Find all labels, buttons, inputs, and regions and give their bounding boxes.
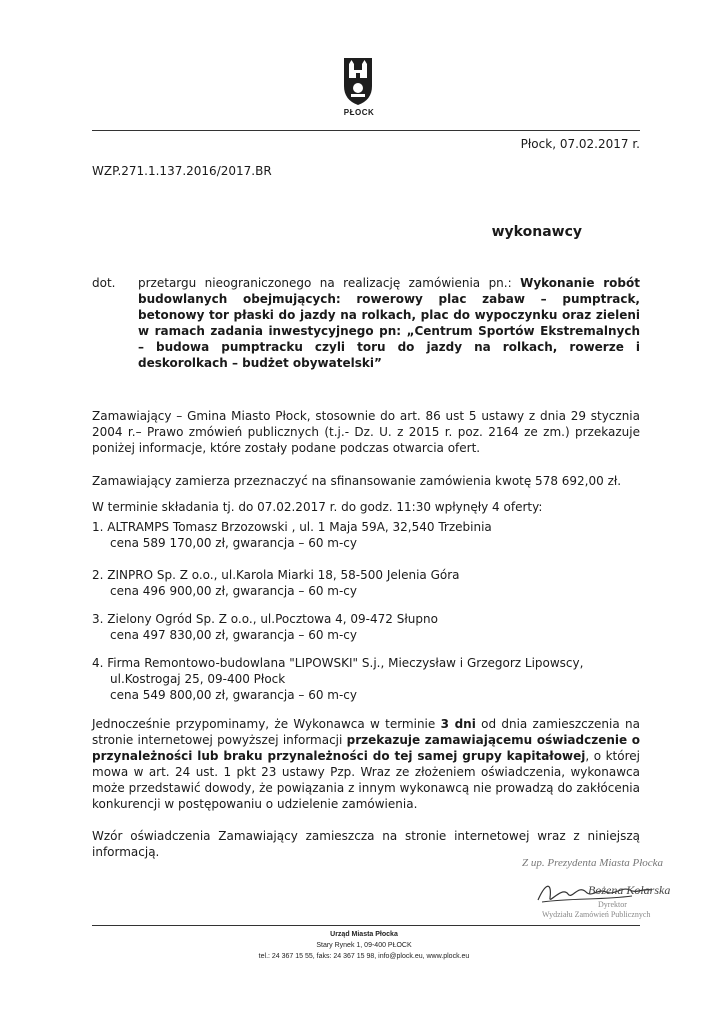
footer-divider <box>92 925 640 926</box>
footer-contact: tel.: 24 367 15 55, faks: 24 367 15 98, info@plock.eu, www.plock.eu <box>258 953 470 960</box>
offer-price: cena 549 800,00 zł, gwarancja – 60 m-cy <box>110 688 358 702</box>
offer-price: cena 497 830,00 zł, gwarancja – 60 m-cy <box>110 628 358 642</box>
subject-block <box>92 275 640 371</box>
reminder-text: , o której mowa w art. 24 ust. 1 pkt 23 ustawy Pzp. Wraz ze złożeniem oświadczenia, wykonawca może przedstawić dowody, że powiązania z innym wykonawcą nie prowadzą do zakłócenia konkurencji w postępowaniu o udzielenie zamówienia. <box>92 749 640 811</box>
closing-paragraph: Wzór oświadczenia Zamawiający zamieszcza na stronie internetowej wraz z niniejszą informacją. <box>92 829 640 859</box>
addressee: wykonawcy <box>491 224 582 240</box>
offer-company: 3. Zielony Ogród Sp. Z o.o., ul.Pocztowa 4, 09-472 Słupno <box>92 612 438 626</box>
reference-number: WZP.271.1.137.2016/2017.BR <box>92 164 272 178</box>
signatory-role: Dyrektor <box>598 900 627 909</box>
offer-item <box>92 567 652 599</box>
city-logo-text: PŁOCK <box>343 108 375 117</box>
subject-label: dot. <box>92 276 116 290</box>
offer-item <box>92 655 652 703</box>
offers-intro-paragraph: W terminie składania tj. do 07.02.2017 r. do godz. 11:30 wpłynęły 4 oferty: <box>92 500 543 514</box>
footer-address: Stary Rynek 1, 09-400 PŁOCK <box>316 942 412 949</box>
reminder-text: Jednocześnie przypominamy, że Wykonawca w terminie <box>92 717 441 731</box>
offer-price: cena 589 170,00 zł, gwarancja – 60 m-cy <box>110 536 358 550</box>
offer-company: 4. Firma Remontowo-budowlana "LIPOWSKI" S.j., Mieczysław i Grzegorz Lipowscy, <box>92 656 584 670</box>
reminder-obligation: przekazuje zamawiającemu oświadczenie o przynależności lub braku przynależności do tej samej grupy kapitałowej <box>92 733 641 763</box>
offer-price: cena 496 900,00 zł, gwarancja – 60 m-cy <box>110 584 358 598</box>
offer-company: 2. ZINPRO Sp. Z o.o., ul.Karola Miarki 18, 58-500 Jelenia Góra <box>92 568 460 582</box>
subject-intro: przetargu nieograniczonego na realizację zamówienia pn.: <box>138 276 521 290</box>
budget-paragraph: Zamawiający zamierza przeznaczyć na sfinansowanie zamówienia kwotę 578 692,00 zł. <box>92 474 622 488</box>
signatory-department: Wydziału Zamówień Publicznych <box>542 910 651 919</box>
signature-title: Z up. Prezydenta Miasta Płocka <box>522 857 664 869</box>
legal-basis-paragraph: Zamawiający – Gmina Miasto Płock, stosownie do art. 86 ust 5 ustawy z dnia 29 stycznia 2004 r.– Prawo zmówień publicznych (t.j.- Dz. U. z 2015 r. poz. 2164 ze zm.) przekazuje poniżej informacje, które zostały podane podczas otwarcia ofert. <box>92 409 640 455</box>
plock-coat-of-arms-icon <box>343 56 373 106</box>
offer-item <box>92 519 652 551</box>
reminder-deadline: 3 dni <box>440 717 476 731</box>
subject-text <box>138 275 640 371</box>
header-divider <box>92 130 640 131</box>
footer <box>0 929 728 962</box>
offer-company: 1. ALTRAMPS Tomasz Brzozowski , ul. 1 Maja 59A, 32,540 Trzebinia <box>92 520 492 534</box>
place-date: Płock, 07.02.2017 r. <box>520 137 640 151</box>
offer-item <box>92 611 652 643</box>
reminder-paragraph <box>92 716 640 812</box>
offer-address: ul.Kostrogaj 25, 09-400 Płock <box>110 672 286 686</box>
signatory-name: Bożena Kolarska <box>588 883 671 897</box>
reminder-text: od dnia zamieszczenia na stronie internetowej powyższej informacji <box>92 717 640 747</box>
subject-title: Wykonanie robót budowlanych obejmujących: rowerowy plac zabaw – pumptrack, betonowy tor płaski do jazdy na rolkach, plac do wypoczynku oraz zieleni w ramach zadania inwestycyjnego pn: „Centrum Sportów Ekstremalnych – budowa pumptracku czyli toru do jazdy na rolkach, rowerze i deskorolkach – budżet obywatelski” <box>138 276 640 370</box>
footer-office: Urząd Miasta Płocka <box>330 931 398 938</box>
